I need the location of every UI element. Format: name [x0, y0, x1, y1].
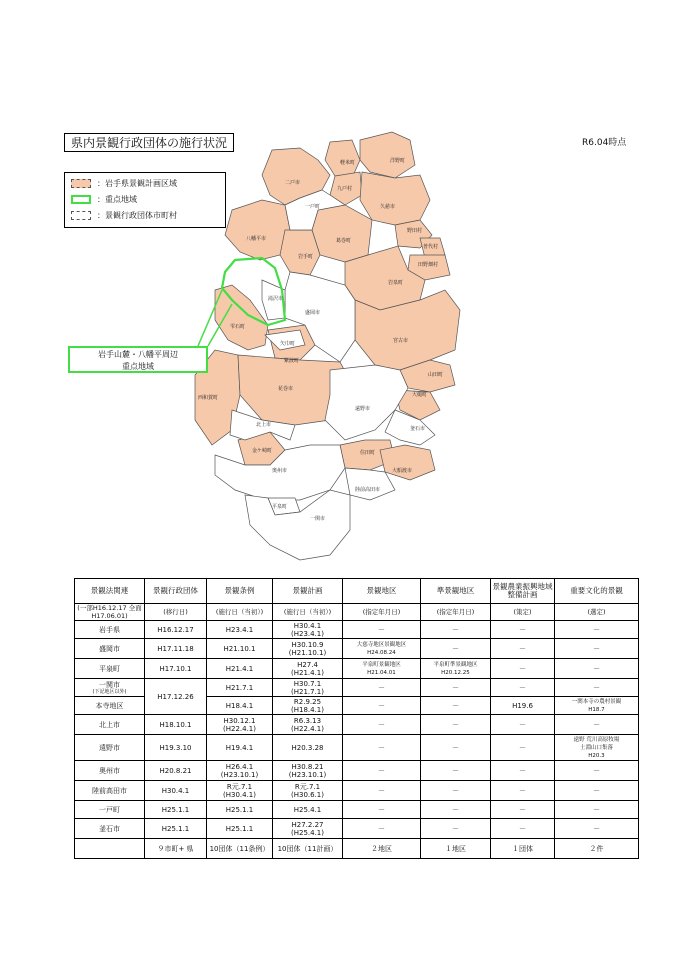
district-name: 平泉町景観地区 — [362, 661, 401, 668]
cultural-date: H20.3 — [588, 752, 605, 759]
row-ordinance: H18.4.1 — [207, 697, 273, 715]
totals-row — [75, 839, 639, 859]
label-ofunato: 大船渡市 — [392, 468, 413, 474]
row-cultural — [555, 697, 639, 715]
plan-current: H30.4.1 — [293, 621, 322, 630]
row-agri: － — [491, 715, 555, 735]
region-iwate — [280, 230, 320, 275]
row-agri: － — [491, 781, 555, 801]
header-ordinance: 景観条例 — [207, 579, 273, 604]
row-name: 釜石市 — [75, 819, 145, 839]
row-cultural: － — [555, 801, 639, 819]
label-kunohe: 九戸村 — [337, 186, 353, 192]
label-yamada: 山田町 — [428, 372, 444, 378]
subheader-district: (指定年月日) — [343, 604, 421, 621]
plan-current: R6.3.13 — [293, 716, 322, 725]
row-district: － — [343, 697, 421, 715]
label-sumita: 住田町 — [360, 450, 376, 456]
row-date: H25.1.1 — [145, 801, 207, 819]
cultural-name: 一関本寺の農村景観 — [571, 698, 622, 705]
label-nishiwaga: 西和賀町 — [198, 395, 219, 401]
row-date: H17.10.1 — [145, 659, 207, 679]
row-agri: － — [491, 819, 555, 839]
header-plan: 景観計画 — [273, 579, 343, 604]
row-district: － — [343, 679, 421, 697]
subheader-ordinance: (施行日（当初）) — [207, 604, 273, 621]
table-row — [75, 621, 639, 639]
plan-current: H30.8.21 — [291, 762, 324, 771]
ordinance-current: R元.7.1 — [226, 782, 253, 791]
header-body: 景観行政団体 — [145, 579, 207, 604]
row-ordinance: H25.1.1 — [207, 819, 273, 839]
row-district: － — [343, 801, 421, 819]
row-district: － — [343, 715, 421, 735]
semi-date: H20.12.25 — [441, 669, 470, 676]
row-semi: － — [421, 819, 491, 839]
row-cultural: － — [555, 659, 639, 679]
row-semi: － — [421, 679, 491, 697]
plan-current: R2.9.25 — [293, 697, 322, 706]
row-agri: － — [491, 761, 555, 781]
row-name: 一戸町 — [75, 801, 145, 819]
row-plan — [273, 679, 343, 697]
header-row — [75, 579, 639, 604]
table-row — [75, 659, 639, 679]
table-row — [75, 735, 639, 761]
label-kamaishi: 釜石市 — [410, 426, 426, 432]
subheader-plan: (施行日（当初）) — [273, 604, 343, 621]
row-cultural: － — [555, 761, 639, 781]
label-shizukuishi: 雫石町 — [230, 324, 246, 330]
plan-initial: (H30.6.1) — [291, 790, 324, 799]
label-hachimantai: 八幡平市 — [246, 236, 267, 242]
label-otsuchi: 大槌町 — [412, 392, 428, 398]
row-date: H25.1.1 — [145, 819, 207, 839]
row-cultural: － — [555, 621, 639, 639]
plan-current: H27.2.27 — [291, 820, 324, 829]
label-tono: 遠野市 — [355, 406, 371, 412]
region-ofunato — [380, 445, 435, 480]
ordinance-initial: (H23.10.1) — [220, 770, 259, 779]
row-name: 遠野市 — [75, 735, 145, 761]
row-plan — [273, 819, 343, 839]
row-cultural: － — [555, 819, 639, 839]
plan-initial: (H21.4.1) — [291, 668, 324, 677]
plan-initial: (H25.4.1) — [291, 828, 324, 837]
label-ninohe: 二戸市 — [285, 180, 301, 186]
row-agri: － — [491, 735, 555, 761]
row-ordinance — [207, 761, 273, 781]
row-name: 北上市 — [75, 715, 145, 735]
subheader-law: (一部H16.12.17 全面H17.06.01) — [75, 604, 145, 621]
row-district: － — [343, 735, 421, 761]
row-district: － — [343, 621, 421, 639]
plan-current: R元.7.1 — [294, 782, 321, 791]
region-shizukuishi — [215, 285, 268, 350]
cultural-name: 遠野 荒川高原牧場 — [573, 736, 620, 743]
row-semi: － — [421, 715, 491, 735]
region-hirono — [360, 132, 415, 178]
callout-line2: 重点地域 — [122, 362, 154, 371]
row-semi: － — [421, 697, 491, 715]
row-ordinance: H21.10.1 — [207, 639, 273, 659]
ordinance-initial: (H22.4.1) — [223, 724, 256, 733]
row-plan — [273, 697, 343, 715]
row-semi — [421, 659, 491, 679]
total-plans: 10団体（11計画） — [273, 839, 343, 859]
label-rikuzentakata: 陸前高田市 — [355, 487, 381, 493]
row-semi: － — [421, 639, 491, 659]
district-date: H24.08.24 — [367, 649, 396, 656]
row-district — [343, 659, 421, 679]
table-row — [75, 639, 639, 659]
row-plan: H20.3.28 — [273, 735, 343, 761]
totals-blank — [75, 839, 145, 859]
label-hirono: 洋野町 — [390, 158, 406, 164]
table-row — [75, 761, 639, 781]
plan-current: H30.7.1 — [293, 679, 322, 688]
label-kitakami: 北上市 — [256, 422, 272, 428]
row-cultural: － — [555, 781, 639, 801]
row-date: H18.10.1 — [145, 715, 207, 735]
row-semi: － — [421, 735, 491, 761]
label-ichinohe: 一戸町 — [305, 204, 321, 210]
row-date: H17.11.18 — [145, 639, 207, 659]
region-karumai — [325, 140, 360, 178]
row-plan — [273, 639, 343, 659]
header-district: 景観地区 — [343, 579, 421, 604]
row-cultural: － — [555, 679, 639, 697]
important-area-callout — [68, 346, 208, 373]
row-plan — [273, 621, 343, 639]
row-cultural: － — [555, 639, 639, 659]
row-ordinance — [207, 781, 273, 801]
label-tanohata: 田野畑村 — [418, 262, 439, 268]
label-fudai: 普代村 — [423, 244, 439, 250]
row-name: 奥州市 — [75, 761, 145, 781]
label-shiwa: 紫波町 — [284, 358, 300, 364]
district-date: H21.04.01 — [367, 669, 396, 676]
row-semi: － — [421, 781, 491, 801]
label-oshu: 奥州市 — [272, 468, 288, 474]
label-ichinoseki: 一関市 — [310, 516, 326, 522]
row-ordinance: H19.4.1 — [207, 735, 273, 761]
semi-name: 平泉町準景観地区 — [433, 661, 478, 668]
callout-line1: 岩手山麓・八幡平周辺 — [98, 350, 178, 359]
row-plan — [273, 781, 343, 801]
label-noda: 野田村 — [407, 228, 423, 234]
row-agri: － — [491, 679, 555, 697]
row-name: 本寺地区 — [75, 697, 145, 715]
row-name: 岩手県 — [75, 621, 145, 639]
row-ordinance: H21.7.1 — [207, 679, 273, 697]
row-plan — [273, 715, 343, 735]
label-karumai: 軽米町 — [340, 160, 356, 166]
row-agri: － — [491, 621, 555, 639]
label-takizawa: 滝沢市 — [268, 296, 284, 302]
row-ordinance: H23.4.1 — [207, 621, 273, 639]
total-cultural: ２件 — [555, 839, 639, 859]
label-iwate: 岩手町 — [298, 254, 314, 260]
row-plan — [273, 761, 343, 781]
row-name: 陸前高田市 — [75, 781, 145, 801]
row-ordinance — [207, 715, 273, 735]
as-of-date: R6.04時点 — [582, 138, 627, 148]
label-miyako: 宮古市 — [393, 338, 409, 344]
row-plan — [273, 659, 343, 679]
subheader-body: (移行日) — [145, 604, 207, 621]
plan-initial: (H18.4.1) — [291, 705, 324, 714]
row-district: － — [343, 761, 421, 781]
cultural-date: H18.7 — [588, 706, 605, 713]
row-date: H20.8.21 — [145, 761, 207, 781]
row-name: 盛岡市 — [75, 639, 145, 659]
header-law: 景観法関連 — [75, 579, 145, 604]
table-row — [75, 781, 639, 801]
row-agri: H19.6 — [491, 697, 555, 715]
row-semi: － — [421, 801, 491, 819]
table-row — [75, 819, 639, 839]
subheader-cultural: (選定) — [555, 604, 639, 621]
row-district — [343, 639, 421, 659]
row-district: － — [343, 819, 421, 839]
legend-municipalities-label: ：景観行政団体市町村 — [97, 211, 177, 220]
plan-initial: (H21.7.1) — [291, 687, 324, 696]
subheader-agri: (策定) — [491, 604, 555, 621]
total-districts: ２地区 — [343, 839, 421, 859]
total-ordinances: 10団体（11条例） — [207, 839, 273, 859]
legend-landscape-label: ：岩手県景観計画区域 — [97, 179, 177, 188]
row-agri: － — [491, 801, 555, 819]
row-date: H17.12.26 — [145, 679, 207, 715]
row-ordinance: H21.4.1 — [207, 659, 273, 679]
page-title: 県内景観行政団体の施行状況 — [64, 133, 234, 152]
table-row — [75, 715, 639, 735]
total-agri: １団体 — [491, 839, 555, 859]
ordinance-initial: (H30.4.1) — [223, 790, 256, 799]
row-ordinance: H25.1.1 — [207, 801, 273, 819]
district-name: 大慈寺地区景観地区 — [356, 641, 407, 648]
row-semi: － — [421, 761, 491, 781]
plan-initial: (H23.4.1) — [291, 629, 324, 638]
legend-important-label: ：重点地域 — [97, 195, 137, 204]
cultural-name-2: 土淵山口集落 — [579, 744, 613, 751]
label-yahaba: 矢巾町 — [280, 341, 296, 347]
region-ichinoseki — [245, 490, 350, 560]
row-name-text: 一関市 — [99, 680, 120, 689]
row-district: － — [343, 781, 421, 801]
subheader-semi-district: (指定年月日) — [421, 604, 491, 621]
header-cultural: 重要文化的景観 — [555, 579, 639, 604]
header-agri: 景観農業振興地域整備計画 — [491, 579, 555, 604]
subheader-row — [75, 604, 639, 621]
label-kuzumaki: 葛巻町 — [336, 238, 352, 244]
label-hanamaki: 花巻市 — [278, 386, 294, 392]
status-table — [74, 578, 639, 859]
row-name — [75, 679, 145, 697]
label-kuji: 久慈市 — [380, 204, 396, 210]
row-semi: － — [421, 621, 491, 639]
plan-current: H27.4 — [297, 660, 318, 669]
label-iwaizumi: 岩泉町 — [388, 280, 404, 286]
region-kuji — [360, 172, 430, 225]
region-kuzumaki — [312, 205, 372, 262]
header-semi-district: 準景観地区 — [421, 579, 491, 604]
row-agri: － — [491, 639, 555, 659]
region-hachimantai — [225, 200, 290, 260]
label-kanegasaki: 金ケ崎町 — [252, 448, 273, 454]
ordinance-current: H30.12.1 — [223, 716, 256, 725]
row-plan: H25.4.1 — [273, 801, 343, 819]
row-agri: － — [491, 659, 555, 679]
total-semi-districts: １地区 — [421, 839, 491, 859]
row-date: H16.12.17 — [145, 621, 207, 639]
plan-initial: (H21.10.1) — [288, 648, 327, 657]
plan-initial: (H23.10.1) — [288, 770, 327, 779]
label-morioka: 盛岡市 — [305, 310, 321, 316]
row-cultural — [555, 735, 639, 761]
label-hiraizumi: 平泉町 — [272, 504, 288, 510]
row-name-note: (下記地区以外) — [92, 688, 127, 695]
row-cultural: － — [555, 715, 639, 735]
row-name: 平泉町 — [75, 659, 145, 679]
row-date: H19.3.10 — [145, 735, 207, 761]
total-bodies: ９市町+ 県 — [145, 839, 207, 859]
ordinance-current: H26.4.1 — [225, 762, 254, 771]
table-row — [75, 801, 639, 819]
plan-initial: (H22.4.1) — [291, 724, 324, 733]
plan-current: H30.10.9 — [291, 640, 324, 649]
row-date: H30.4.1 — [145, 781, 207, 801]
table-row — [75, 679, 639, 697]
